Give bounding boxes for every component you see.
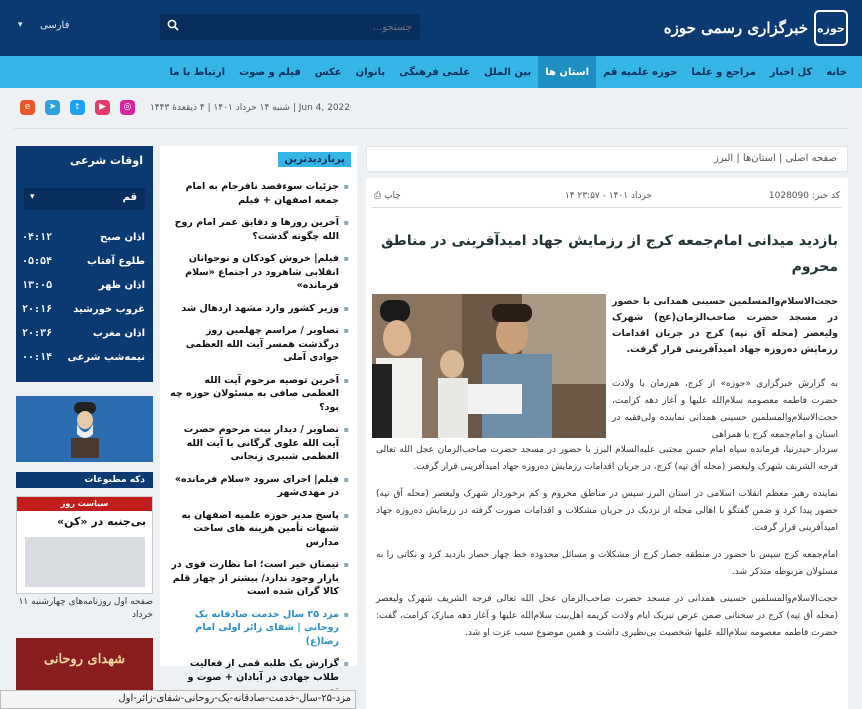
chevron-down-icon: ▾	[30, 192, 35, 202]
breadcrumb-text[interactable]: صفحه اصلی | استان‌ها | البرز	[714, 153, 837, 164]
prayer-time: ۲۰:۱۶	[22, 304, 53, 315]
aparat-icon[interactable]: ▶	[95, 100, 110, 115]
nav-item[interactable]: خانه	[826, 66, 847, 78]
newspaper-photo	[25, 537, 145, 587]
top-header	[0, 0, 862, 56]
press-caption[interactable]: صفحه اول روزنامه‌های چهارشنبه ۱۱ خرداد	[18, 597, 153, 620]
search-box	[160, 14, 420, 40]
most-visited-item[interactable]: ▪ تصاویر / مراسم چهلمین روز درگذشت همسر آیت الله العظمی جوادی آملی	[166, 324, 349, 365]
prayer-time: ۰۰:۱۴	[22, 352, 53, 363]
nav-item[interactable]: بانوان	[355, 66, 386, 78]
article-paragraph: سردار حیدرنیا، فرمانده سپاه امام حسن مجتبی علیه‌السلام البرز با حضور در مسجد حضرت صاحب‌الزمان عجل الله تعالی فرجه الشریف شهرک ولیعصر (محله آق تپه) کرج، در جریان اقدامات رزمایش ده‌روزه جهاد امیدآفرینی قرار گرفت.	[376, 445, 838, 472]
nav-item[interactable]: فیلم و صوت	[239, 66, 301, 78]
prayer-times-title: اوقات شرعی	[69, 154, 143, 167]
printer-icon: ⎙	[374, 191, 385, 201]
site-logo[interactable]: حوزه	[814, 10, 848, 46]
article-photo-image	[372, 294, 606, 438]
prayer-times-widget	[16, 146, 153, 382]
article-meta	[372, 186, 842, 208]
article-headline: بازدید میدانی امام‌جمعه کرج از رزمایش جهاد امیدآفرینی در مناطق محروم	[381, 233, 838, 275]
most-visited-item[interactable]: ▪ فیلم| اجرای سرود «سلام فرمانده» در مهدی‌شهر	[166, 473, 349, 500]
most-visited-item[interactable]: ▪ آخرین توصیه مرحوم آیت الله العظمی صافی به مسئولان حوزه چه بود؟	[166, 374, 349, 415]
leader-portrait-icon	[68, 400, 102, 458]
prayer-name: اذان صبح	[100, 232, 145, 243]
prayer-time-row	[22, 232, 145, 252]
city-value: قم	[122, 192, 137, 203]
article-paragraph: به گزارش خبرگزاری «حوزه» از کرج، هم‌زمان با ولادت حضرت فاطمه معصومه سلام‌الله علیها و آغاز دهه کرامت، حجت‌الاسلام‌والمسلمین حسینی همدانی نماینده ولی‌فقیه در استان و امام‌جمعه کرج با همراهی	[612, 379, 838, 440]
article-paragraph: امام‌جمعه کرج سپس با حضور در منطقه حصار کرج از مشکلات و مسائل محدوده خط چهار حصار بازدید کرد و نکاتی را به مسئولان مربوطه متذکر شد.	[376, 550, 838, 577]
nav-item[interactable]: مراجع و علما	[691, 66, 756, 78]
article-body	[376, 442, 838, 652]
eitaa-icon[interactable]: e	[20, 100, 35, 115]
nav-item[interactable]: ارتباط با ما	[169, 66, 226, 78]
most-visited-item[interactable]: ▪ نیمتان خیر است؛ اما نظارت قوی در بازار وجود ندارد/ بیشتر از چهار قلم کالا گران شده است	[166, 558, 349, 599]
prayer-time-row	[22, 352, 145, 372]
newspaper-headline: بی‌جنبه در «کن»	[57, 515, 146, 528]
most-visited-item[interactable]: ▪ مزد ۲۵ سال خدمت صادقانه یک روحانی | شفای زائر اولی امام رضا(ع)	[166, 608, 349, 649]
print-button[interactable]	[374, 191, 401, 201]
press-section-title: دکه مطبوعات	[16, 472, 153, 488]
current-date: شنبه ۱۴ خرداد ۱۴۰۱ | ۴ ذیقعدهٔ ۱۴۴۳ | Jun 4, 2022	[149, 103, 350, 113]
nav-item[interactable]: بین الملل	[484, 66, 532, 78]
prayer-time: ۱۳:۰۵	[22, 280, 53, 291]
instagram-icon[interactable]: ◎	[120, 100, 135, 115]
article-date: ۱۴ خرداد ۱۴۰۱ - ۲۳:۵۷	[564, 191, 652, 201]
telegram-icon[interactable]: ➤	[45, 100, 60, 115]
city-select[interactable]	[24, 188, 145, 210]
prayer-time-row	[22, 280, 145, 300]
newspaper-name: سیاست روز	[17, 497, 152, 511]
prayer-name: نیمه‌شب شرعی	[67, 352, 145, 363]
divider	[14, 128, 848, 129]
prayer-name: غروب خورشید	[73, 304, 145, 315]
nav-item[interactable]: عکس	[314, 66, 342, 78]
prayer-time: ۰۵:۵۴	[22, 256, 53, 267]
prayer-time: ۲۰:۳۶	[22, 328, 53, 339]
prayer-time-row	[22, 304, 145, 324]
leader-banner[interactable]	[16, 396, 153, 462]
article-photo[interactable]	[372, 294, 606, 438]
status-url-bar: مزد-۲۵-سال-خدمت-صادقانه-یک-روحانی-شفای-زائر-اول	[0, 690, 356, 709]
search-input[interactable]	[190, 14, 420, 40]
site-brand[interactable]	[664, 8, 848, 48]
article	[366, 178, 848, 709]
most-visited-box	[160, 146, 357, 683]
breadcrumb	[366, 146, 848, 172]
prayer-name: اذان مغرب	[92, 328, 145, 339]
most-visited-title: پربازدیدترین	[278, 152, 351, 167]
print-label: چاپ	[384, 191, 401, 201]
social-links	[20, 100, 135, 115]
most-visited-item[interactable]: ▪ وزیر کشور وارد مشهد اردهال شد	[166, 302, 349, 316]
nav-item[interactable]: حوزه علمیه قم	[603, 66, 678, 78]
prayer-time-row	[22, 256, 145, 276]
most-visited-item[interactable]: ▪ تصاویر / دیدار بیت مرحوم حضرت آیت الله علوی گرگانی با آیت الله العظمی شبیری زنجانی	[166, 423, 349, 464]
prayer-time-row	[22, 328, 145, 348]
search-icon[interactable]	[164, 18, 182, 36]
article-code: کد خبر: 1028090	[768, 191, 840, 201]
most-visited-item[interactable]: ▪ آخرین روزها و دقایق عمر امام روح الله چگونه گذشت؟	[166, 216, 349, 243]
language-selector[interactable]: فارسی	[40, 20, 70, 31]
newspaper-thumbnail[interactable]	[16, 496, 153, 594]
article-paragraph: نماینده رهبر معظم انقلاب اسلامی در استان البرز سپس در مناطق محروم و کم برخوردار شهرک ولیعصر (محله آق تپه) حضور پیدا کرد و ضمن گفتگو با اهالی محله از نزدیک در جریان مشکلات و اقدامات صورت گرفته در رزمایش ده‌روزه جهاد امیدآفرینی قرار گرفت.	[376, 489, 838, 533]
most-visited-item[interactable]: ▪ پاسخ مدیر حوزه علمیه اصفهان به شبهات تأمین هزینه های ساخت مدارس	[166, 509, 349, 550]
article-paragraph: حجت‌الاسلام‌والمسلمین حسینی همدانی در مسجد حضرت صاحب‌الزمان عجل الله تعالی فرجه الشریف شهرک ولیعصر (محله آق تپه) کرج در سخنانی ضمن عرض تبریک ایام ولادت کریمه اهل‌بیت سلام‌الله علیها و آغاز دهه مبارک کرامت، گفت: حضرت فاطمه معصومه سلام‌الله علیها شخصیت بی‌نظیری داشت و همین موضوع سبب عزت او شد.	[376, 594, 838, 638]
promo-banner[interactable]: شهدای روحانی	[16, 638, 153, 709]
most-visited-item[interactable]: ▪ گزارش یک طلبه قمی از فعالیت طلاب جهادی در آبادان + صوت و	[166, 657, 349, 698]
twitter-icon[interactable]: t	[70, 100, 85, 115]
prayer-time: ۰۴:۱۲	[22, 232, 53, 243]
nav-item[interactable]: کل اخبار	[769, 66, 813, 78]
most-visited-item[interactable]: ▪ جزئیات سوءقصد نافرجام به امام جمعه اصفهان + فیلم	[166, 180, 349, 207]
main-nav	[0, 56, 862, 88]
prayer-name: اذان ظهر	[98, 280, 145, 291]
prayer-name: طلوع آفتاب	[87, 256, 145, 267]
article-lead: حجت‌الاسلام‌والمسلمین حسینی همدانی با حضور در مسجد حضرت صاحب‌الزمان(عج) شهرک ولیعصر (محله آق تپه) کرج در جریان اقدامات رزمایش ده‌روزه جهاد امیدآفرینی قرار گرفت.	[612, 296, 838, 355]
site-name[interactable]: خبرگزاری رسمی حوزه	[663, 19, 808, 37]
most-visited-item[interactable]: ▪ فیلم| خروش کودکان و نوجوانان انقلابی شاهرود در اجتماع «سلام فرمانده»	[166, 252, 349, 293]
nav-item[interactable]: علمی فرهنگی	[399, 66, 471, 78]
chevron-down-icon[interactable]: ▾	[18, 20, 23, 30]
nav-item[interactable]: استان ها	[538, 56, 596, 88]
